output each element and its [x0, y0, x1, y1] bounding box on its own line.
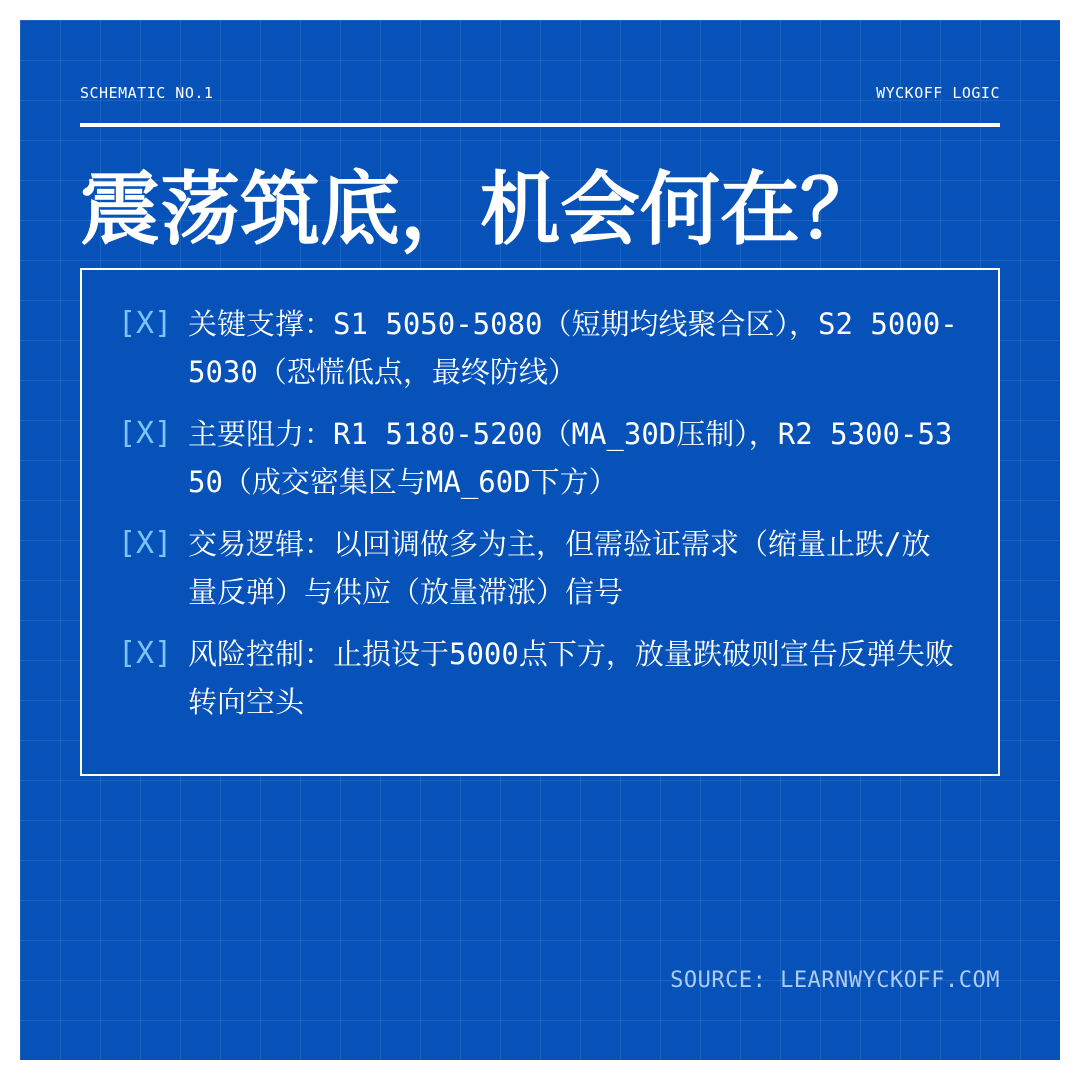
checkbox-marker-icon: [X]	[118, 416, 173, 451]
list-item-risk-control	[118, 630, 958, 726]
checkbox-marker-icon: [X]	[118, 636, 173, 671]
list-item-trading-logic	[118, 520, 958, 616]
poster	[20, 20, 1060, 1060]
checkbox-marker-icon: [X]	[118, 526, 173, 561]
list-item-text: 关键支撑：S1 5050-5080（短期均线聚合区），S2 5000-5030（恐慌低点，最终防线）	[188, 307, 958, 389]
list-item-text: 交易逻辑：以回调做多为主，但需验证需求（缩量止跌/放量反弹）与供应（放量滞涨）信号	[188, 527, 931, 609]
key-points-panel	[80, 268, 1000, 776]
brand-label: WYCKOFF LOGIC	[876, 84, 1000, 102]
checkbox-marker-icon: [X]	[118, 306, 173, 341]
source-credit: SOURCE: LEARNWYCKOFF.COM	[670, 968, 1000, 993]
list-item-text: 主要阻力：R1 5180-5200（MA_30D压制），R2 5300-5350（成交密集区与MA_60D下方）	[188, 417, 953, 499]
schematic-label: SCHEMATIC NO.1	[80, 84, 214, 102]
list-item-text: 风险控制：止损设于5000点下方，放量跌破则宣告反弹失败转向空头	[188, 637, 954, 719]
list-item-support	[118, 300, 958, 396]
page-title: 震荡筑底，机会何在？	[80, 163, 880, 256]
header-divider	[80, 123, 1000, 127]
key-points-list	[82, 270, 998, 726]
list-item-resistance	[118, 410, 958, 506]
